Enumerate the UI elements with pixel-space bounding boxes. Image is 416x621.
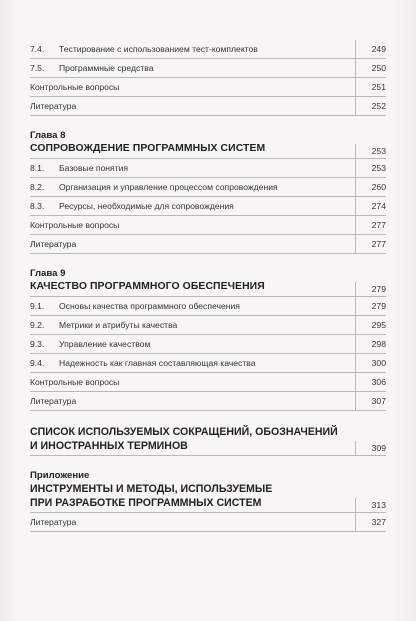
chapter-8 — [30, 130, 386, 254]
toc-row-title: Метрики и атрибуты качества — [59, 320, 178, 330]
chapter-title: СОПРОВОЖДЕНИЕ ПРОГРАММНЫХ СИСТЕМ — [30, 143, 266, 154]
toc-row-number: 9.1. — [30, 301, 45, 311]
toc-row-number: 7.4. — [30, 44, 45, 54]
toc-row-number: 8.1. — [30, 163, 45, 173]
toc-row — [30, 392, 386, 411]
toc-row-number: 9.3. — [30, 339, 45, 349]
toc-row-number: 9.4. — [30, 358, 45, 368]
toc-row-number: 7.5. — [30, 63, 45, 73]
toc-row-page: 327 — [355, 513, 386, 531]
toc-row-title: Литература — [30, 396, 77, 406]
toc-row-page: 274 — [355, 197, 386, 215]
toc-row-title: Контрольные вопросы — [30, 220, 120, 230]
abbreviations-title-line-1: СПИСОК ИСПОЛЬЗУЕМЫХ СОКРАЩЕНИЙ, ОБОЗНАЧЕНИЙ — [30, 426, 338, 438]
toc-row-number: 8.2. — [30, 182, 45, 192]
toc-row-number: 9.2. — [30, 320, 45, 330]
toc-row-page: 249 — [355, 40, 386, 58]
toc-row-page: 295 — [355, 316, 386, 334]
toc-row-page: 307 — [355, 392, 386, 410]
toc-row-page: 306 — [355, 373, 386, 391]
toc-row-number: 8.3. — [30, 201, 45, 211]
toc-row-title: Основы качества программного обеспечения — [59, 301, 240, 311]
toc-row-title: Организация и управление процессом сопровождения — [59, 182, 278, 192]
toc-row — [30, 97, 386, 116]
toc-row-page: 250 — [355, 59, 386, 77]
chapter-page: 279 — [355, 282, 386, 296]
abbreviations-heading — [30, 425, 386, 456]
appendix-title-line-2: ПРИ РАЗРАБОТКЕ ПРОГРАММНЫХ СИСТЕМ — [30, 497, 262, 509]
chapter-8-heading — [30, 130, 386, 159]
toc-row — [30, 197, 386, 216]
toc-row — [30, 513, 386, 532]
toc-row-page: 251 — [355, 78, 386, 96]
appendix — [30, 470, 386, 532]
toc-row-page: 260 — [355, 178, 386, 196]
toc-row-page: 252 — [355, 97, 386, 115]
toc-row-page: 298 — [355, 335, 386, 353]
toc-row-title: Контрольные вопросы — [30, 377, 120, 387]
chapter-page: 253 — [355, 144, 386, 158]
toc-row-page: 279 — [355, 297, 386, 315]
appendix-page: 313 — [355, 498, 386, 512]
chapter-7-rows — [30, 40, 386, 116]
toc-row-page: 277 — [355, 216, 386, 234]
toc-row — [30, 354, 386, 373]
toc-row — [30, 159, 386, 178]
toc-row-title: Литература — [30, 101, 77, 111]
chapter-9-heading — [30, 268, 386, 297]
abbreviations-page: 309 — [355, 441, 386, 455]
toc-row-title: Контрольные вопросы — [30, 82, 120, 92]
toc-row — [30, 235, 386, 254]
toc-row-page: 277 — [355, 235, 386, 253]
appendix-heading — [30, 470, 386, 513]
toc-row — [30, 178, 386, 197]
toc-row-title: Надежность как главная составляющая качества — [59, 358, 256, 368]
toc-row-title: Ресурсы, необходимые для сопровождения — [59, 201, 234, 211]
abbreviations-title-line-2: И ИНОСТРАННЫХ ТЕРМИНОВ — [30, 440, 188, 452]
chapter-label: Глава 9 — [30, 268, 66, 279]
appendix-title-line-1: ИНСТРУМЕНТЫ И МЕТОДЫ, ИСПОЛЬЗУЕМЫЕ — [30, 483, 273, 495]
toc-row-page: 253 — [355, 159, 386, 177]
toc-row — [30, 40, 386, 59]
toc-row — [30, 78, 386, 97]
toc-row — [30, 373, 386, 392]
toc-row — [30, 335, 386, 354]
chapter-title: КАЧЕСТВО ПРОГРАММНОГО ОБЕСПЕЧЕНИЯ — [30, 281, 265, 292]
table-of-contents — [30, 40, 386, 532]
chapter-9 — [30, 268, 386, 411]
toc-row-title: Литература — [30, 239, 77, 249]
toc-row — [30, 316, 386, 335]
appendix-label: Приложение — [30, 470, 90, 481]
toc-row — [30, 297, 386, 316]
toc-row-page: 300 — [355, 354, 386, 372]
toc-row — [30, 59, 386, 78]
toc-row-title: Базовые понятия — [59, 163, 129, 173]
toc-row-title: Тестирование с использованием тест-комплектов — [59, 44, 258, 54]
toc-row-title: Литература — [30, 517, 77, 527]
chapter-label: Глава 8 — [30, 130, 66, 141]
toc-row-title: Программные средства — [59, 63, 154, 73]
toc-row — [30, 216, 386, 235]
toc-row-title: Управление качеством — [59, 339, 151, 349]
